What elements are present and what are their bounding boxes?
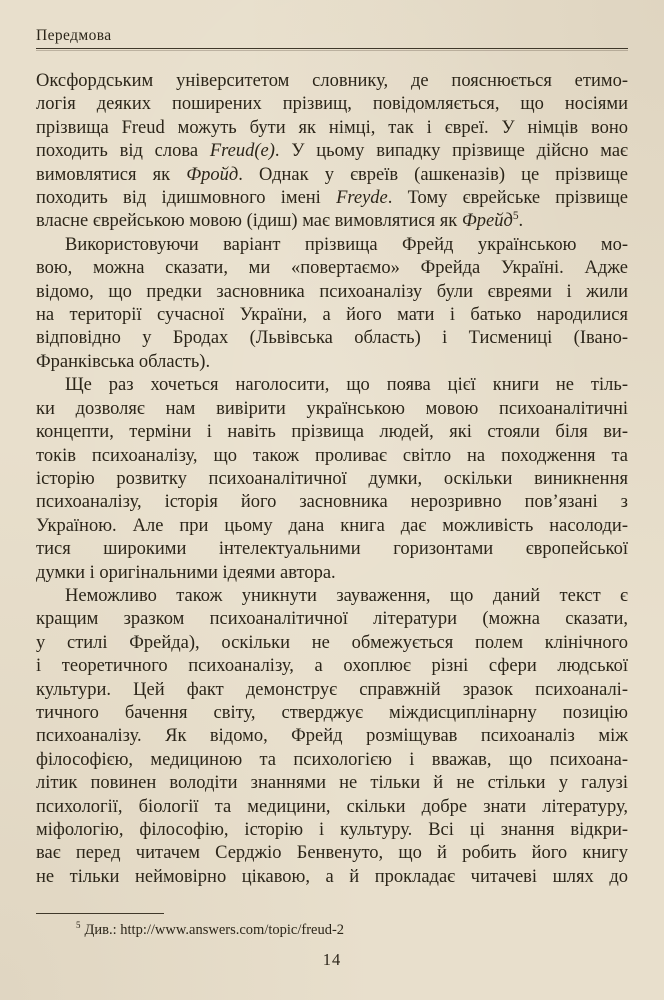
header-rule [36,48,628,49]
paragraph [36,374,628,585]
text-line: Неможливо також уникнути зауваження, що даний текст є [65,585,628,606]
footnote-rule [36,913,164,914]
text-line: кращим зразком психоаналітичної літератури (можна сказати, [36,609,628,630]
text-line: відомо, що предки засновника психоаналізу були євреями і жили [36,281,628,302]
text-line: вимовлятися як Фройд. Однак у євреїв (ашкеназів) це прізвище [36,164,628,185]
text-line: походить від слова Freud(e). У цьому випадку прізвище дійсно має [36,141,628,162]
text-line: вою, можна сказати, ми «повертаємо» Фрейда Україні. Адже [36,258,628,279]
text-line: філософією, медициною та психологією і вважав, що психоана- [36,749,628,770]
text-line: думки і оригінальними ідеями автора. [36,562,336,583]
text-line: ки дозволяє нам вивірити українською мовою психоаналітичні [36,398,628,419]
text-line: Франківська область). [36,351,211,372]
text-line: походить від ідишмовного імені Freyde. Тому єврейське прізвище [36,188,628,209]
text-line: тичного бачення світу, стверджує міждисциплінарну позицію [36,702,628,723]
paragraph [36,585,628,889]
footnote-text: Див.: http://www.answers.com/topic/freud-2 [84,922,345,939]
text-line: культури. Цей факт демонструє справжній зразок психоаналі- [36,679,628,700]
text-line: Україною. Але при цьому дана книга дає можливість насолоди- [36,515,628,536]
page-number: 14 [322,950,342,970]
text-line: Використовуючи варіант прізвища Фрейд українською мо- [65,234,628,255]
text-line: літик повинен володіти знаннями не тільки й не стільки у галузі [36,773,628,794]
text-line: ває перед читачем Серджіо Бенвенуто, що й робить його книгу [36,843,628,864]
text-line: історію розвитку психоаналітичної думки, оскільки виникнення [36,468,628,489]
text-line: Ще раз хочеться наголосити, що поява цієї книги не тіль- [65,375,628,396]
text-line: на території сучасної України, а його мати і батько народилися [36,305,628,326]
paragraph [36,234,628,374]
text-line: токів психоаналізу, що також проливає світло на походження та [36,445,628,466]
text-line: логія деяких поширених прізвищ, повідомляється, що носіями [36,94,628,115]
text-line: прізвища Freud можуть бути як німці, так і євреї. У німців воно [36,117,628,138]
text-line: концепти, терміни і навіть прізвища людей, які стояли біля ви- [36,422,628,443]
paragraph [36,70,628,234]
text-line: і теоретичного психоаналізу, а охоплює різні сфери людської [36,656,628,677]
text-line: психоаналізу, історія його засновника нерозривно пов’язані з [36,492,628,513]
text-line: тися широкими інтелектуальними горизонтами європейської [36,539,628,560]
text-line: психоаналізу. Як відомо, Фрейд розміщував психоаналіз між [36,726,628,747]
text-line: міфологію, філософію, історію і культуру. Всі ці знання відкри- [36,820,628,840]
text-line: власне єврейською мовою (ідиш) має вимовлятися як Фрейд$^5$. [36,210,524,232]
text-line: Оксфордським університетом словнику, де пояснюється етимо- [36,71,628,91]
text-line: не тільки неймовірно цікавою, а й прокладає читачеві шлях до [36,866,628,887]
body-text [36,70,628,889]
text-line: психології, біології та медицини, скільки добре знати літературу, [36,796,628,817]
footnote [36,921,628,940]
text-line: відповідно у Бродах (Львівська область) і Тисмениці (Івано- [36,328,628,349]
footnote-marker: 5 [76,920,81,931]
text-line: у стилі Фрейда), оскільки не обмежується полем клінічного [36,632,628,653]
running-header: Передмова [36,27,112,44]
